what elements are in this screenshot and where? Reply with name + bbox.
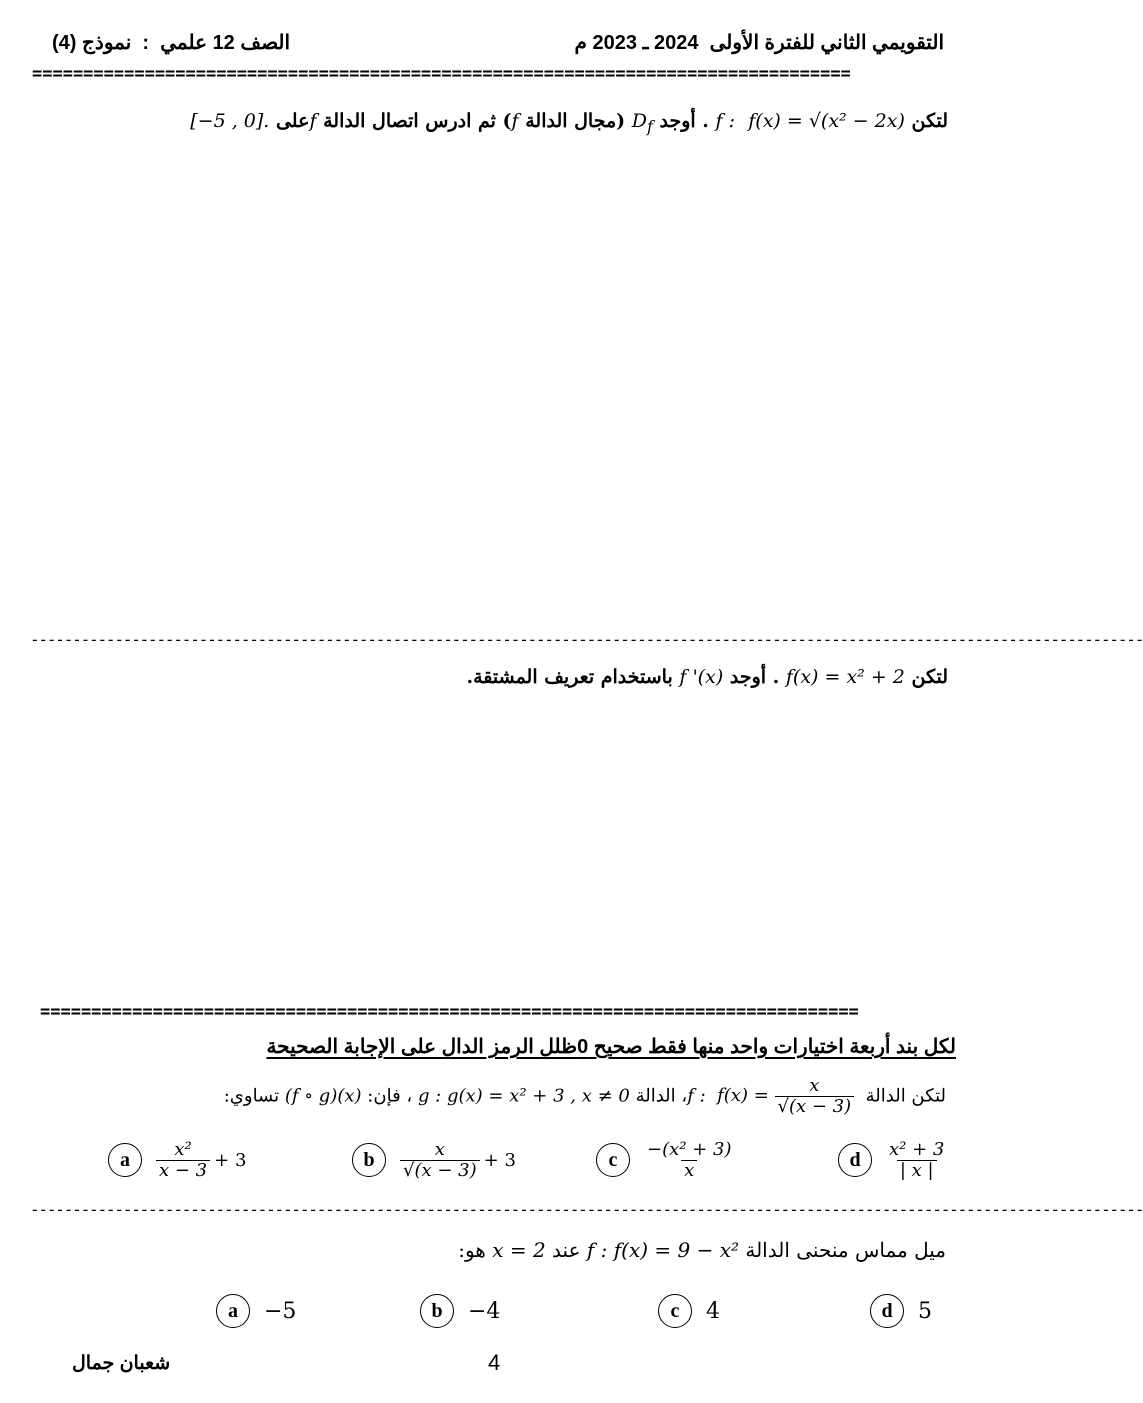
q3-text-equals: تساوي: bbox=[223, 1085, 280, 1107]
q1-f-letter-2: f bbox=[309, 110, 317, 132]
option-a-bubble[interactable]: a bbox=[108, 1143, 142, 1177]
option-c-value: 4 bbox=[706, 1298, 720, 1324]
q1-interval: [−5 , 0]. bbox=[190, 110, 270, 132]
question-3 bbox=[224, 1076, 946, 1117]
q4-option-c[interactable] bbox=[658, 1294, 720, 1328]
q1-text-on: على bbox=[275, 110, 310, 132]
option-b-bubble[interactable]: b bbox=[352, 1143, 386, 1177]
q2-text-rest: باستخدام تعريف المشتقة. bbox=[466, 666, 673, 688]
year-dash: ـ bbox=[642, 32, 649, 54]
page-number: 4 bbox=[488, 1350, 501, 1375]
separator-dashes-1: ------------------------------------------------------------------------------------------------------------------------------------ bbox=[30, 630, 1143, 649]
option-a-fraction: $\frac{\text{x²}}{x - 3}$ bbox=[156, 1140, 210, 1181]
option-d-fraction: $\frac{\text{x² + 3}}{| x |}$ bbox=[889, 1139, 945, 1181]
q3-option-b[interactable] bbox=[352, 1140, 516, 1181]
option-d-value: 5 bbox=[918, 1298, 932, 1324]
question-1 bbox=[190, 110, 948, 136]
q1-text-mid: (مجال الدالة bbox=[525, 110, 626, 132]
q4-text-at: عند bbox=[552, 1238, 581, 1262]
class-model bbox=[52, 30, 290, 55]
q2-text-find: . أوجد bbox=[729, 666, 780, 688]
question-4 bbox=[458, 1238, 946, 1262]
mcq-instructions: لكل بند أربعة اختيارات واحد منها فقط صحيح 0ظلل الرمز الدال على الإجابة الصحيحة bbox=[266, 1036, 956, 1058]
q4-option-a[interactable] bbox=[216, 1294, 296, 1328]
q3-f-letter: f : bbox=[687, 1085, 706, 1107]
question-2 bbox=[466, 666, 948, 688]
q2-derivative: f '(x) bbox=[679, 666, 724, 688]
q1-f-letter: f bbox=[511, 110, 519, 132]
year-start: 2024 bbox=[653, 32, 699, 54]
q1-expression: f(x) = √(x² − 2x) bbox=[748, 110, 905, 132]
q3-option-d[interactable] bbox=[838, 1140, 947, 1181]
separator-equals-top: ================================================================================ bbox=[32, 64, 851, 84]
header-colon: : bbox=[142, 32, 150, 54]
q1-text-then: ) ثم ادرس اتصال الدالة bbox=[323, 110, 512, 132]
option-c-fraction: $\frac{\text{−(x² + 3)}}{x}$ bbox=[647, 1139, 732, 1181]
q4-expression: f(x) = 9 − x² bbox=[613, 1238, 739, 1262]
q3-text-then: ، فإن: bbox=[367, 1085, 413, 1107]
q4-option-d[interactable] bbox=[870, 1294, 932, 1328]
option-a-bubble[interactable]: a bbox=[216, 1294, 250, 1328]
q3-g-def: g : g(x) = x² + 3 , x ≠ 0 bbox=[417, 1085, 630, 1107]
q3-f-def: f(x) = $\frac{x}{√(x - 3)}$ bbox=[717, 1085, 860, 1106]
year-suffix: م bbox=[574, 32, 587, 54]
option-c-bubble[interactable]: c bbox=[658, 1294, 692, 1328]
option-d-bubble[interactable]: d bbox=[838, 1143, 872, 1177]
q4-option-b[interactable] bbox=[420, 1294, 500, 1328]
option-b-fraction: $\frac{x}{√(x - 3)}$ bbox=[400, 1140, 480, 1181]
exam-title-text: التقويمي الثاني للفترة الأولى bbox=[709, 32, 944, 54]
q1-domain-symbol: $D_f$ bbox=[631, 110, 653, 136]
year-end: 2023 bbox=[592, 32, 637, 54]
q4-f-letter: f : bbox=[586, 1238, 608, 1262]
option-b-suffix: + 3 bbox=[483, 1149, 516, 1171]
option-c-bubble[interactable]: c bbox=[596, 1143, 630, 1177]
q1-func-name: f : bbox=[715, 110, 736, 132]
option-b-value: −4 bbox=[468, 1298, 501, 1324]
q3-sep: ، الدالة bbox=[635, 1085, 688, 1107]
q3-option-a[interactable] bbox=[108, 1140, 246, 1181]
q4-text-is: هو: bbox=[458, 1238, 486, 1262]
q4-point: x = 2 bbox=[492, 1238, 546, 1262]
q1-prefix: لتكن bbox=[911, 110, 948, 132]
separator-equals-mid: ================================================================================ bbox=[40, 1002, 859, 1022]
class-label: الصف 12 علمي bbox=[160, 32, 291, 54]
q4-prefix: ميل مماس منحنى الدالة bbox=[745, 1238, 946, 1262]
q3-prefix: لتكن الدالة bbox=[865, 1085, 946, 1107]
option-a-value: −5 bbox=[264, 1298, 297, 1324]
q3-option-c[interactable] bbox=[596, 1140, 734, 1181]
author-name: شعبان جمال bbox=[72, 1353, 171, 1374]
q2-prefix: لتكن bbox=[911, 666, 948, 688]
q2-expression: f(x) = x² + 2 bbox=[785, 666, 905, 688]
model-label: نموذج (4) bbox=[52, 32, 132, 54]
q3-composite: (f ∘ g)(x) bbox=[284, 1085, 362, 1107]
option-a-suffix: + 3 bbox=[214, 1149, 247, 1171]
option-d-bubble[interactable]: d bbox=[870, 1294, 904, 1328]
separator-dashes-2: ------------------------------------------------------------------------------------------------------------------------------------ bbox=[30, 1200, 1143, 1219]
q1-text-find: . أوجد bbox=[659, 110, 709, 132]
exam-title bbox=[575, 30, 944, 55]
option-b-bubble[interactable]: b bbox=[420, 1294, 454, 1328]
